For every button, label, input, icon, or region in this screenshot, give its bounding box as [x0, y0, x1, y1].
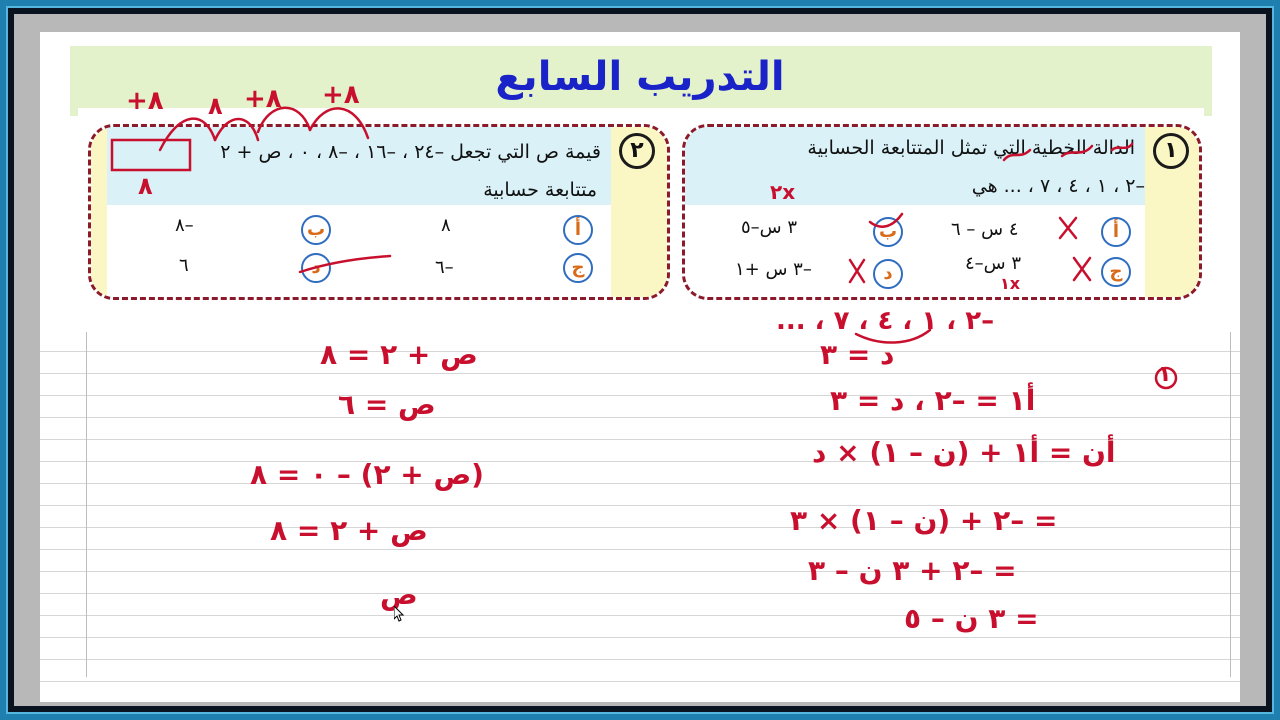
left-work-line-1: ص + ٢ = ٨	[320, 338, 478, 371]
q2-option-a-value[interactable]: ٨	[441, 215, 451, 236]
q1-option-d-value[interactable]: –٣ س +١	[735, 259, 812, 280]
left-work-line-5: ص	[380, 578, 418, 611]
hw-below-box: ٨	[138, 172, 153, 200]
question-2-number: ٢	[619, 133, 655, 169]
q1-option-d-letter[interactable]: د	[873, 259, 903, 289]
right-margin-line	[1230, 332, 1231, 677]
work-expand: = –٢ + ٣ ن – ٣	[808, 554, 1017, 587]
q2-option-a-letter[interactable]: أ	[563, 215, 593, 245]
mouse-pointer-icon	[394, 606, 404, 622]
q1-option-c-value[interactable]: ٣ س–٤	[965, 253, 1022, 274]
question-1-number: ١	[1153, 133, 1189, 169]
left-work-line-3: (ص + ٢) – ٠ = ٨	[250, 458, 484, 491]
work-result: = ٣ ن – ٥	[904, 602, 1039, 635]
question-1-line1: الدالة الخطية التي تمثل المتتابعة الحسابية	[807, 137, 1135, 159]
question-2-line2: متتابعة حسابية	[483, 179, 597, 201]
left-margin-line	[86, 332, 87, 677]
hw-q1-mark-2: ١x	[1000, 274, 1021, 293]
work-common-difference: د = ٣	[820, 338, 895, 371]
question-2-line1: قيمة ص التي تجعل –٢٤ ، –١٦ ، –٨ ، ٠ ، ص + ٢	[220, 141, 601, 163]
q1-option-a-letter[interactable]: أ	[1101, 217, 1131, 247]
q2-option-c-value[interactable]: –٦	[435, 257, 454, 278]
left-work-line-4: ص + ٢ = ٨	[270, 514, 428, 547]
q1-option-b-value[interactable]: ٣ س–٥	[741, 217, 798, 238]
q2-option-c-letter[interactable]: ج	[563, 253, 593, 283]
q2-option-d-value[interactable]: ٦	[179, 255, 189, 276]
question-1-box	[682, 124, 1202, 300]
q2-option-d-letter[interactable]: د	[301, 253, 331, 283]
question-1-line2: –٢ ، ١ ، ٤ ، ٧ ، ... هي	[971, 175, 1145, 197]
hw-top-mark-3: ٨+	[244, 84, 282, 114]
work-general-formula: أن = أ١ + (ن – ١) × د	[812, 436, 1116, 469]
work-first-term: أ١ = –٢ ، د = ٣	[830, 384, 1036, 417]
question-2-box	[88, 124, 670, 300]
page-title: التدريب السابع	[495, 54, 785, 100]
hw-q1-mark: ٢x	[770, 180, 796, 204]
left-work-line-2: ص = ٦	[338, 388, 436, 421]
q1-option-a-value[interactable]: ٤ س – ٦	[951, 219, 1019, 240]
question-2-left-strip	[91, 127, 107, 297]
work-sequence: –٢ ، ١ ، ٤ ، ٧ ، ...	[776, 306, 995, 336]
q1-option-b-letter[interactable]: ب	[873, 217, 903, 247]
q2-option-b-value[interactable]: –٨	[175, 215, 194, 236]
hw-top-mark-2: ٨	[208, 92, 223, 120]
q1-option-c-letter[interactable]: ج	[1101, 257, 1131, 287]
q2-option-b-letter[interactable]: ب	[301, 215, 331, 245]
hw-top-mark-4: ٨+	[322, 80, 360, 110]
work-item-number: ١	[1158, 362, 1172, 387]
hw-top-mark-1: ٨+	[126, 86, 164, 116]
work-substitution: = –٢ + (ن – ١) × ٣	[790, 504, 1058, 537]
